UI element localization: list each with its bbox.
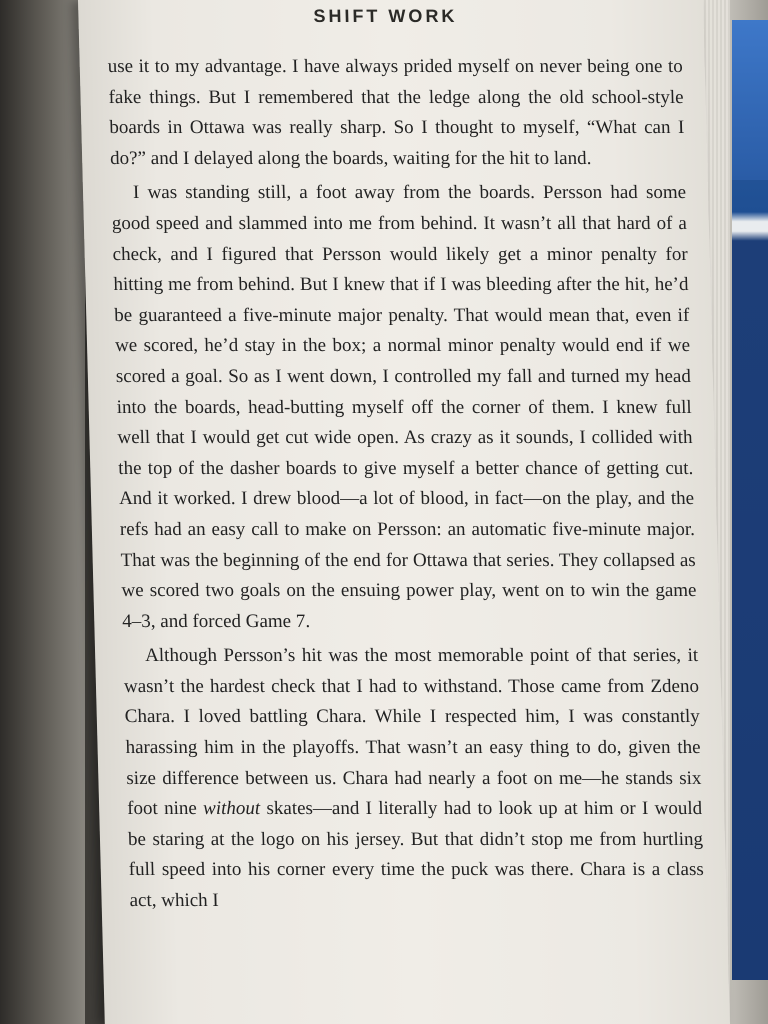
paragraph — [123, 641, 705, 916]
background-blue-book-top — [732, 20, 768, 180]
book-page — [78, 0, 730, 1024]
paragraph-text: I was standing still, a foot away from the boards. Persson had some good speed and slammed into me from behind. It wasn’t all that hard of a check, and I figured that Persson would likely get a minor penalty for hitting me from behind. But I knew that if I was bleeding after the hit, he’d be guaranteed a five-minute major penalty. That would mean that, even if we scored, he’d stay in the box; a normal minor penalty would end if we scored a goal. So as I went down, I controlled my fall and turned my head into the boards, head-butting myself off the corner of them. I knew full well that I would get cut wide open. As crazy as it sounds, I collided with the top of the dasher boards to give myself a better chance of getting cut. And it worked. I drew blood—a lot of blood, in fact—on the play, and the refs had an easy call to make on Persson: an automatic five-minute major. That was the beginning of the end for Ottawa that series. They collapsed as we scored two goals on the ensuing power play, went on to win the game 4–3, and forced Game 7. — [111, 182, 697, 632]
paragraph-text: skates—and I literally had to look up at him or I would be staring at the logo on his jersey. But that didn’t stop me from hurtling full speed into his corner every time the puck was there. Chara is a class act, which I — [127, 798, 705, 912]
paragraph-text: use it to my advantage. I have always prided myself on never being one to fake things. But I remembered that the ledge along the old school-style boards in Ottawa was really sharp. So I thought to myself, “What can I do?” and I delayed along the boards, waiting for the hit to land. — [107, 56, 685, 169]
paragraph-text: Although Persson’s hit was the most memorable point of that series, it wasn’t the hardest check that I had to withstand. Those came from Zdeno Chara. I loved battling Chara. While I respected him, I was constantly harassing him in the playoffs. That wasn’t an easy thing to do, given the size difference between us. Chara had nearly a foot on me—he stands six foot nine — [123, 645, 702, 820]
left-page-shadow — [0, 0, 85, 1024]
page-body — [107, 52, 705, 917]
paragraph — [111, 178, 698, 637]
italic-text: without — [202, 798, 261, 820]
paragraph — [107, 52, 685, 174]
running-head: SHIFT WORK — [313, 6, 458, 26]
